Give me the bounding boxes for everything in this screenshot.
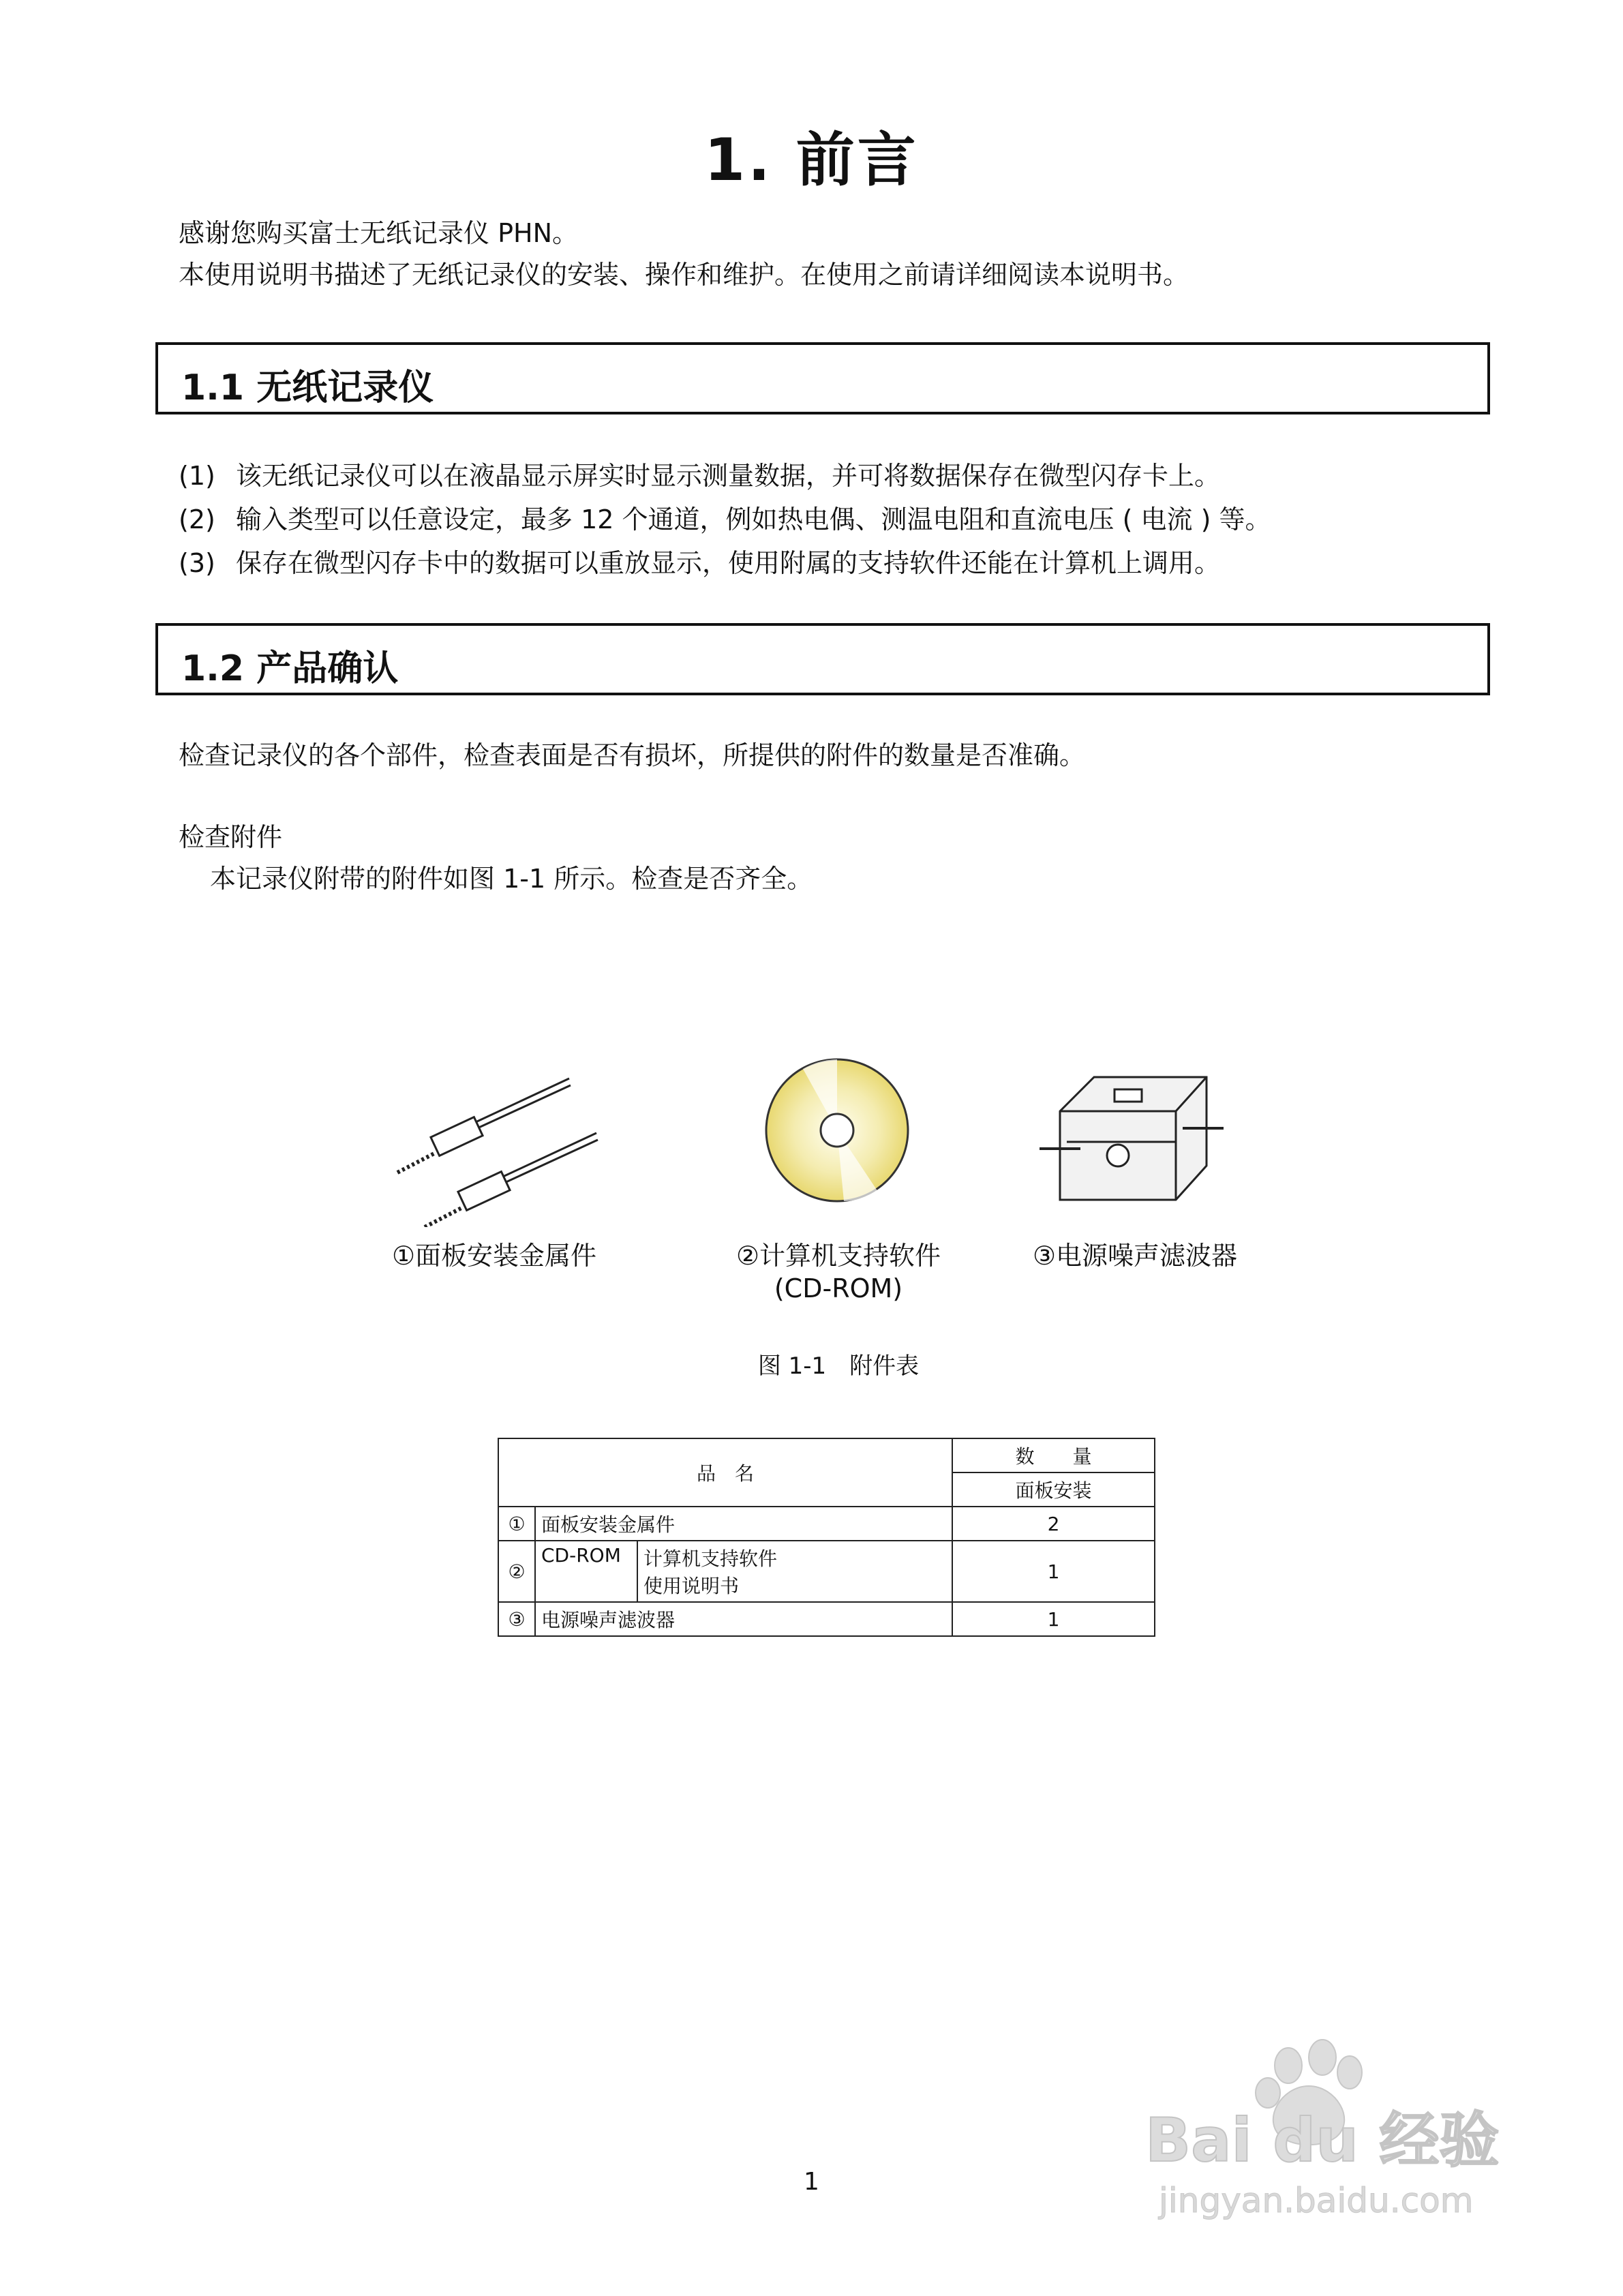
figure-item-1-label: ①面板安装金属件 [391,1241,597,1271]
watermark-brand: Bai du 经验 [1145,2105,1500,2175]
header-qty-sub: 面板安装 [952,1472,1155,1507]
list-item: (2) 输入类型可以任意设定，最多 12 个通道，例如热电偶、测温电阻和直流电压 ( 电流 ) 等。 [179,504,1271,534]
figure-item-2-label: ②计算机支持软件 [735,1241,941,1271]
page-title: 1. 前言 [704,126,919,194]
table-row: ③ 电源噪声滤波器 1 [498,1602,1155,1636]
list-item: (1) 该无纸记录仪可以在液晶显示屏实时显示测量数据，并可将数据保存在微型闪存卡上。 [179,461,1221,491]
accessories-subheading: 检查附件 [179,822,283,852]
table-row: ② CD-ROM 计算机支持软件 使用说明书 1 [498,1541,1155,1602]
section-1-1-header-box [155,342,1490,414]
figure-caption: 图 1-1 附件表 [757,1353,920,1380]
section-1-2-paragraph: 检查记录仪的各个部件，检查表面是否有损坏，所提供的附件的数量是否准确。 [179,740,1086,770]
table-row: ① 面板安装金属件 2 [498,1507,1155,1541]
section-1-1-list [179,454,1271,585]
watermark-logo [1132,2025,1513,2229]
figure-item-2-sublabel: (CD-ROM) [774,1273,903,1303]
page-number: 1 [804,2168,819,2196]
section-1-2-header-box [155,623,1490,695]
intro-line-2: 本使用说明书描述了无纸记录仪的安装、操作和维护。在使用之前请详细阅读本说明书。 [179,260,1189,290]
list-item: (3) 保存在微型闪存卡中的数据可以重放显示，使用附属的支持软件还能在计算机上调用。 [179,548,1221,578]
cd-rom-icon [762,1055,912,1205]
figure-item-3-label: ③电源噪声滤波器 [1032,1241,1238,1271]
intro-line-1: 感谢您购买富士无纸记录仪 PHN。 [179,218,578,248]
accessory-table [498,1438,1155,1637]
table-header-row [498,1438,1155,1472]
noise-filter-icon [1040,1063,1224,1217]
accessories-paragraph: 本记录仪附带的附件如图 1-1 所示。检查是否齐全。 [210,864,813,894]
panel-mounting-bracket-icon [392,1070,610,1227]
header-qty: 数 量 [952,1438,1155,1472]
section-1-1-heading: 1.1 无纸记录仪 [181,367,434,408]
watermark-url: jingyan.baidu.com [1159,2181,1474,2220]
section-1-2-heading: 1.2 产品确认 [181,648,399,689]
header-name: 品 名 [498,1438,952,1507]
